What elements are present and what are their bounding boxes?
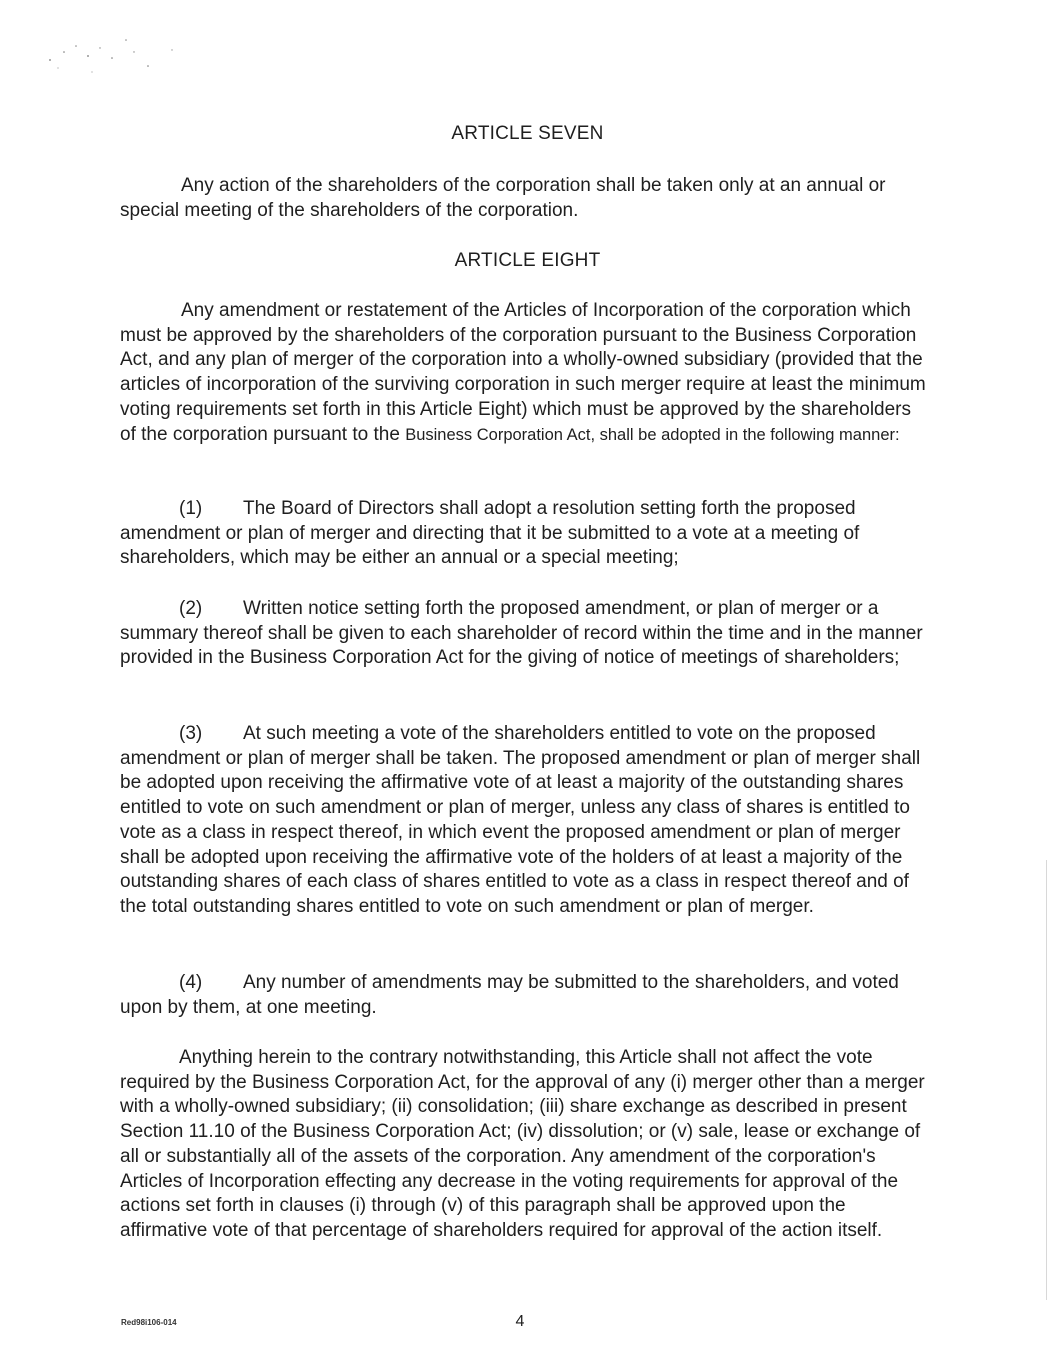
list-item-number: (1)	[179, 498, 203, 519]
list-item-4	[120, 971, 930, 1020]
list-item-text: At such meeting a vote of the shareholders entitled to vote on the proposed amendment or plan of merger shall be taken. The proposed amendment or plan of merger shall be adopted upon receiving the affirmative vote of at least a majority of the outstanding shares entitled to vote on such amendment or plan of merger, unless any class of shares is entitled to vote as a class in respect thereof, in which event the proposed amendment or plan of merger shall be adopted upon receiving the affirmative vote of the holders of at least a majority of the outstanding shares of each class of shares entitled to vote as a class in respect thereof and of the total outstanding shares entitled to vote on such amendment or plan of merger.	[120, 723, 921, 917]
article-seven-heading: ARTICLE SEVEN	[451, 123, 604, 144]
list-item-number: (4)	[179, 972, 203, 993]
article-eight-intro-text: Any amendment or restatement of the Articles of Incorporation of the corporation which must be approved by the shareholders of the corporation pursuant to the Business Corporation Act, and any plan of merger of the corporation into a wholly-owned subsidiary (provided that the articles of incorporation of the surviving corporation in such merger require at least the minimum voting requirements set forth in this Article Eight) which must be approved by the shareholders of the corporation pursuant to the	[120, 300, 926, 445]
list-item-text: Any number of amendments may be submitted to the shareholders, and voted upon by them, at one meeting.	[120, 972, 899, 1018]
list-item-text: The Board of Directors shall adopt a resolution setting forth the proposed amendment or plan of merger and directing that it be submitted to a vote at a meeting of shareholders, which may be either an annual or a special meeting;	[120, 498, 860, 569]
scan-specks	[30, 30, 190, 80]
page-number: 4	[515, 1313, 525, 1330]
closing-text: Anything herein to the contrary notwithstanding, this Article shall not affect the vote required by the Business Corporation Act, for the approval of any (i) merger other than a merger with a wholly-owned subsidiary; (ii) consolidation; (iii) share exchange as described in present Section 11.10 of the Business Corporation Act; (iv) dissolution; or (v) sale, lease or exchange of all or substantially all of the assets of the corporation. Any amendment of the corporation's Articles of Incorporation effecting any decrease in the voting requirements for approval of the actions set forth in clauses (i) through (v) of this paragraph shall be approved upon the affirmative vote of that percentage of shareholders required for approval of the action itself.	[120, 1047, 925, 1241]
article-seven-paragraph	[120, 174, 930, 223]
article-eight-intro	[120, 299, 930, 447]
document-code: Red98i106-014	[121, 1318, 177, 1327]
article-eight-heading: ARTICLE EIGHT	[454, 250, 601, 271]
article-eight-intro-last-line: Business Corporation Act, shall be adopted in the following manner:	[405, 425, 900, 444]
list-item-3	[120, 722, 930, 920]
scan-edge-line	[1046, 860, 1047, 1300]
list-item-number: (2)	[179, 598, 203, 619]
article-seven-text: Any action of the shareholders of the corporation shall be taken only at an annual or special meeting of the shareholders of the corporation.	[120, 175, 886, 221]
list-item-2	[120, 597, 930, 671]
list-item-1	[120, 497, 930, 571]
list-item-number: (3)	[179, 723, 203, 744]
closing-paragraph	[120, 1046, 930, 1244]
list-item-text: Written notice setting forth the proposed amendment, or plan of merger or a summary thereof shall be given to each shareholder of record within the time and in the manner provided in the Business Corporation Act for the giving of notice of meetings of shareholders;	[120, 598, 923, 669]
